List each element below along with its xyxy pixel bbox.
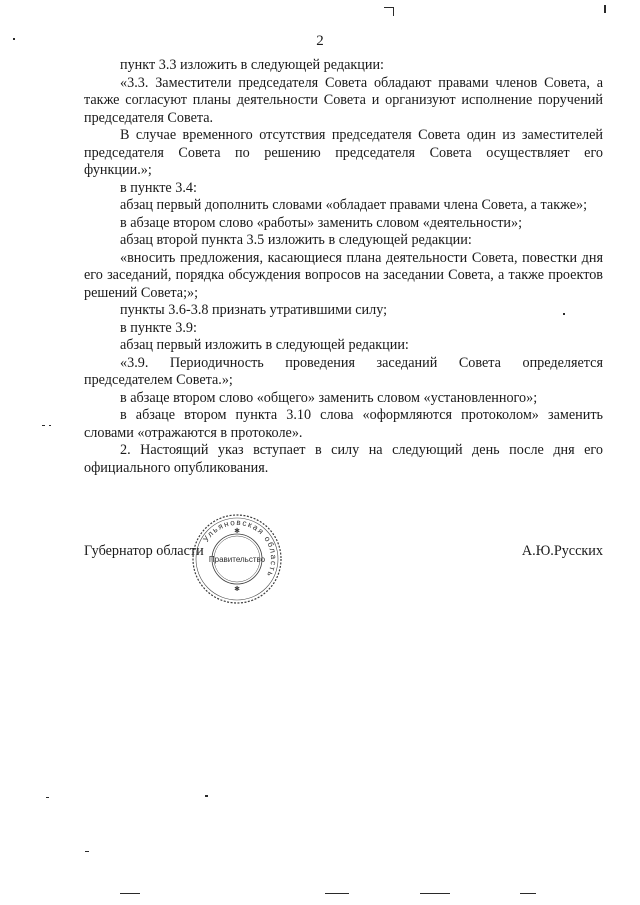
signatory-name: А.Ю.Русских (521, 543, 603, 559)
paragraph: абзац первый дополнить словами «обладает правами члена Совета, а также»; (120, 197, 588, 213)
svg-text:✱: ✱ (234, 585, 240, 593)
paragraph: в абзаце втором пункта 3.10 слова «оформляются протоколом» заменить словами «отражаются в протоколе». (84, 407, 603, 441)
paragraph: 2. Настоящий указ вступает в силу на следующий день после дня его официального опубликования. (84, 442, 603, 476)
signatory-position: Губернатор области (84, 543, 204, 559)
scan-mark (13, 38, 15, 40)
official-stamp (191, 513, 283, 605)
scan-mark (205, 795, 208, 797)
paragraph: В случае временного отсутствия председателя Совета один из заместителей председателя Совета по решению председателя Совета осуществляет его функции.»; (84, 127, 603, 178)
scan-mark (49, 425, 51, 426)
page-number: 2 (316, 33, 324, 49)
svg-text:Правительство: Правительство (208, 555, 266, 564)
paragraph: в пункте 3.9: (120, 319, 197, 336)
svg-text:✱: ✱ (234, 527, 240, 535)
scan-mark (325, 893, 349, 894)
svg-text:Ульяновская область: Ульяновская область (201, 517, 279, 580)
scan-mark (563, 313, 565, 315)
scan-mark (520, 893, 536, 894)
paragraph: абзац второй пункта 3.5 изложить в следующей редакции: (120, 232, 472, 248)
paragraph: абзац первый изложить в следующей редакции: (120, 337, 409, 353)
scan-mark (420, 893, 450, 894)
scan-mark (85, 851, 89, 852)
scan-mark (46, 797, 49, 798)
paragraph: в пункте 3.4: (120, 179, 197, 196)
paragraph: в абзаце втором слово «работы» заменить словом «деятельности»; (120, 214, 523, 231)
document-body (84, 57, 603, 477)
paragraph: пункты 3.6-3.8 признать утратившими силу; (120, 302, 388, 318)
paragraph: «вносить предложения, касающиеся плана деятельности Совета, повестки дня его заседаний, порядка обсуждения вопросов на заседании Совета, а также проектов решений Совета;»; (84, 249, 603, 301)
scan-mark (42, 425, 45, 426)
scan-mark (604, 5, 606, 13)
paragraph: «3.9. Периодичность проведения заседаний Совета определяется председателем Совета.»; (84, 354, 603, 388)
scan-mark (393, 7, 394, 16)
paragraph: пункт 3.3 изложить в следующей редакции: (120, 57, 384, 73)
scan-mark (120, 893, 140, 894)
paragraph: «3.3. Заместители председателя Совета обладают правами членов Совета, а также согласуют планы деятельности Совета и организуют исполнение поручений председателя Совета. (84, 74, 603, 126)
paragraph: в абзаце втором слово «общего» заменить словом «установленного»; (120, 389, 538, 406)
